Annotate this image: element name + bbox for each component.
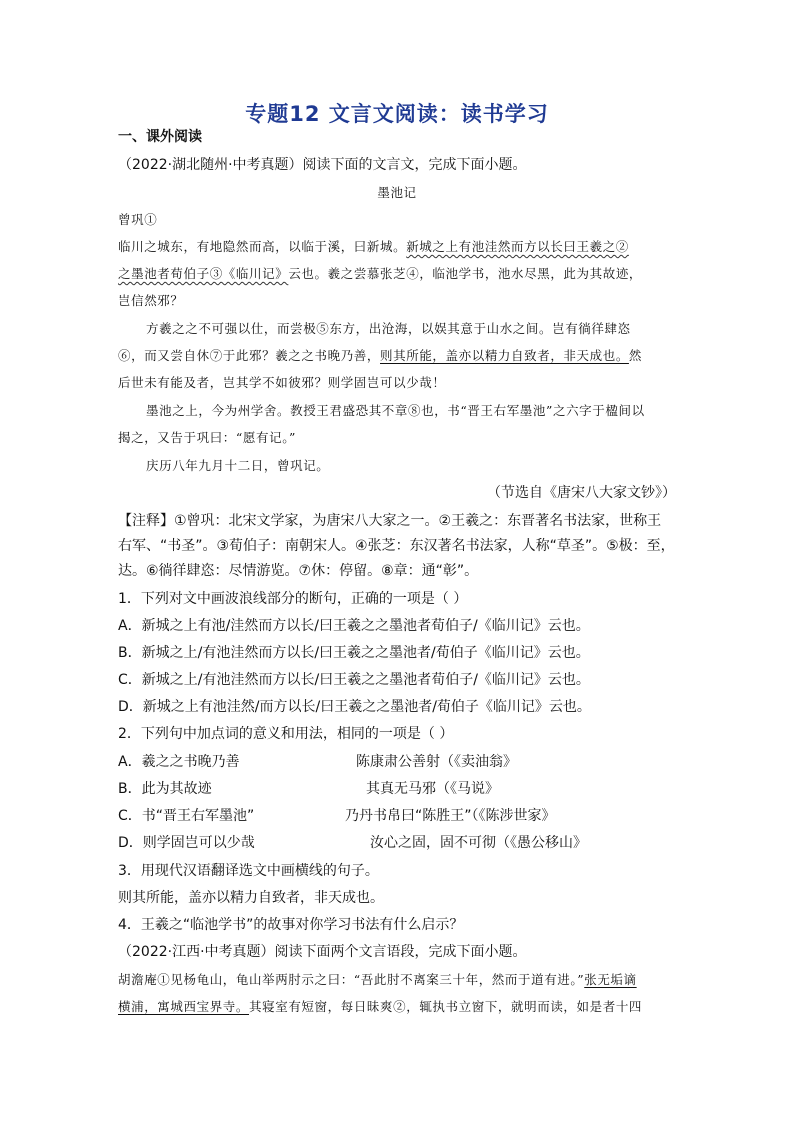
wavy-segment: 新城之上有池洼然而方以长曰王羲之② (406, 239, 629, 254)
source-line-2: （2022·江西·中考真题）阅读下面两个文言语段，完成下面小题。 (118, 944, 527, 960)
passage2-text: 其寝室有短窗，每日昧爽②，辄执书立窗下，就明而读，如是者十四 (249, 999, 643, 1014)
p1-text: 临川之城东，有地隐然而高，以临于溪，曰新城。 (118, 239, 407, 254)
notes-line-3: 达。⑥徜徉肆恣：尽情游览。⑦休：停留。⑧章：通“彰”。 (118, 563, 479, 579)
question-1-option-a: A．新城之上有池/洼然而方以长/曰王羲之之墨池者荀伯子/《临川记》云也。 (118, 618, 590, 634)
passage-p3-line1: 墨池之上，今为州学舍。教授王君盛恐其不章⑧也，书“晋王右军墨池”之六字于楹间以 (146, 403, 645, 418)
underlined-sentence: 则其所能，盖亦以精力自致者，非天成也。 (380, 348, 629, 363)
option-left: A．羲之之书晚乃善 (118, 754, 240, 770)
passage-p1-line2 (118, 264, 676, 284)
notes-line-1: 【注释】①曾巩：北宋文学家，为唐宋八大家之一。②王羲之：东晋著名书法家，世称王 (118, 513, 662, 529)
passage-title: 墨池记 (377, 185, 417, 200)
option-left: C．书“晋王右军墨池” (118, 808, 255, 824)
passage-p2-line2 (118, 346, 676, 366)
passage2-line2 (118, 997, 676, 1017)
passage-p3-line2: 揭之，又告于巩曰：“愿有记。” (118, 430, 297, 445)
passage-source: （节选自《唐宋八大家文钞》） (487, 485, 676, 501)
question-1-option-d: D．新城之上有池洼然/而方以长/曰王羲之之墨池者/荀伯子《临川记》云也。 (118, 699, 591, 715)
section-heading: 一、课外阅读 (118, 129, 202, 145)
wavy-segment: 之墨池者荀伯子③《临川记》 (118, 266, 289, 281)
passage-author: 曾巩① (118, 212, 158, 227)
option-right: 汝心之固，固不可彻（《愚公移山》 (370, 835, 587, 851)
source-line-1: （2022·湖北随州·中考真题）阅读下面的文言文，完成下面小题。 (118, 157, 527, 173)
passage-date-line: 庆历八年九月十二日，曾巩记。 (146, 458, 330, 473)
passage2-text: 胡澹庵①见杨龟山，龟山举两肘示之曰：“吾此肘不离案三十年，然而于道有进。” (118, 972, 585, 987)
question-2-option-b (118, 779, 676, 799)
p1-text: 云也。羲之尝慕张芝④，临池学书，池水尽黑，此为其故迹， (288, 266, 643, 281)
option-right: 陈康肃公善射（《卖油翁》 (356, 754, 517, 770)
question-3-stem: 3．用现代汉语翻译选文中画横线的句子。 (118, 863, 379, 879)
question-2-option-d (118, 833, 676, 853)
page-title: 专题12 文言文阅读：读书学习 (245, 102, 549, 126)
option-right: 其真无马邪（《马说》 (366, 781, 499, 797)
underlined-segment: 张无垢谪 (584, 972, 637, 987)
p2-text: ⑥，而又尝自休⑦于此邪？羲之之书晚乃善， (118, 348, 381, 363)
question-3-sentence: 则其所能，盖亦以精力自致者，非天成也。 (118, 890, 384, 906)
notes-line-2: 右军、“书圣”。③荀伯子：南朝宋人。④张芝：东汉著名书法家，人称“草圣”。⑤极：至， (118, 538, 675, 554)
question-2-option-a (118, 752, 676, 772)
question-1-stem: 1．下列对文中画波浪线部分的断句，正确的一项是（ ） (118, 591, 468, 607)
passage-p2-line1: 方羲之之不可强以仕，而尝极⑤东方，出沧海，以娱其意于山水之间。岂有徜徉肆恣 (146, 321, 631, 336)
option-right: 乃丹书帛曰“陈胜王”（《陈涉世家》 (345, 808, 556, 824)
question-1-option-c: C．新城之上/有池洼然而方以长/曰王羲之之墨池者荀伯子/《临川记》云也。 (118, 672, 590, 688)
question-2-option-c (118, 806, 676, 826)
question-1-option-b: B．新城之上/有池洼然而方以长/曰王羲之之墨池者/荀伯子《临川记》云也。 (118, 645, 590, 661)
option-left: D．则学固岂可以少哉 (118, 835, 255, 851)
p2-text: 然 (628, 348, 643, 363)
underlined-segment: 横浦，寓城西宝界寺。 (118, 999, 250, 1014)
passage2-line1 (118, 970, 676, 990)
passage-p1-line1 (118, 237, 676, 257)
question-4-stem: 4．王羲之“临池学书”的故事对你学习书法有什么启示？ (118, 917, 464, 933)
passage-p1-line3: 岂信然邪？ (118, 293, 184, 308)
passage-p2-line3: 后世未有能及者，岂其学不如彼邪？则学固岂可以少哉！ (118, 375, 446, 390)
question-2-stem: 2．下列句中加点词的意义和用法，相同的一项是（ ） (118, 726, 454, 742)
option-left: B．此为其故迹 (118, 781, 212, 797)
